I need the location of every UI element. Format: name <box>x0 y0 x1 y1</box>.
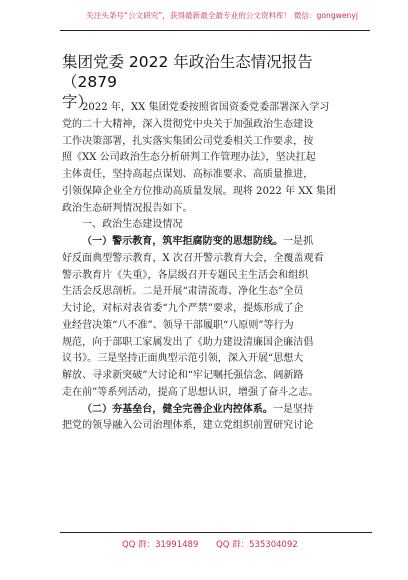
paragraph-line: 政治生态研判情况报告如下。 <box>62 202 193 214</box>
section-heading: 一、政治生态建设情况 <box>82 219 183 231</box>
paragraph-line: 引领保障企业全方位推动高质量发展。现将 2022 年 XX 集团 <box>62 185 337 197</box>
paragraph-line: 解放、寻求新突破”大讨论和“牢记嘱托强信念、阔新路 <box>62 370 304 381</box>
paragraph-line: 主体责任，坚持高起点谋划、高标准要求、高质量推进， <box>62 169 314 180</box>
footer-divider <box>60 532 372 533</box>
paragraph-line: 2022 年，XX 集团党委按照省国资委党委部署深入学习 <box>82 102 330 113</box>
header-watermark: 关注头条号“公文研究”，获得最新最全最专业的公文资料库！ 微信：gongwenyj <box>86 11 358 20</box>
paragraph-line: 议书》。三是坚持正面典型示范引领，深入开展“思想大 <box>62 353 304 365</box>
header-divider <box>60 30 370 31</box>
subsection-text: 一是坚持 <box>272 403 314 415</box>
subsection-text: 一是抓 <box>283 236 314 247</box>
paragraph-line: 警示教育片《失重》，各层级召开专题民主生活会和组织 <box>62 269 309 281</box>
page-footer <box>60 532 372 560</box>
paragraph-line: 照《XX 公司政治生态分析研判工作管理办法》，坚决扛起 <box>62 152 316 164</box>
paragraph-line: 好反面典型警示教育，X 次召开警示教育大会，全覆盖观看 <box>62 252 324 264</box>
paragraph-line: 业经营决策“八不准”、领导干部履职“八原则”等行为 <box>62 319 294 331</box>
qq-group-2: QQ 群：535304092 <box>216 540 298 550</box>
paragraph-line: 党的二十大精神，深入贯彻党中央关于加强政治生态建设 <box>62 118 314 130</box>
paragraph-line: 规范，向于部职工家属发出了《助力建设清廉国企廉洁倡 <box>62 336 314 348</box>
title-line-1: 集团党委 2022 年政治生态情况报告（2879 <box>62 53 313 91</box>
paragraph-line: 把党的领导融入公司治理体系，建立党组织前置研究讨论 <box>62 420 314 432</box>
paragraph-line: 大讨论，对标对表省委“九个严禁”要求，提炼形成了企 <box>62 303 304 314</box>
subsection-line <box>62 234 360 251</box>
title-line-2: 字） <box>62 93 94 111</box>
paragraph-line: 生活会反思剖析。二是开展“肃清流毒、净化生态”全员 <box>62 286 304 298</box>
subsection-line <box>62 402 360 419</box>
qq-group-1: QQ 群：31991489 <box>122 540 199 550</box>
paragraph-line: 走在前”等系列活动，提高了思想认识，增强了奋斗之志。 <box>62 386 319 398</box>
document-body <box>62 100 360 435</box>
subsection-title: （二）夯基垒台，健全完善企业内控体系。 <box>82 403 273 415</box>
paragraph-line: 工作决策部署，扎实落实集团公司党委相关工作要求，按 <box>62 135 314 147</box>
subsection-title: （一）警示教育，筑牢拒腐防变的思想防线。 <box>82 236 283 247</box>
